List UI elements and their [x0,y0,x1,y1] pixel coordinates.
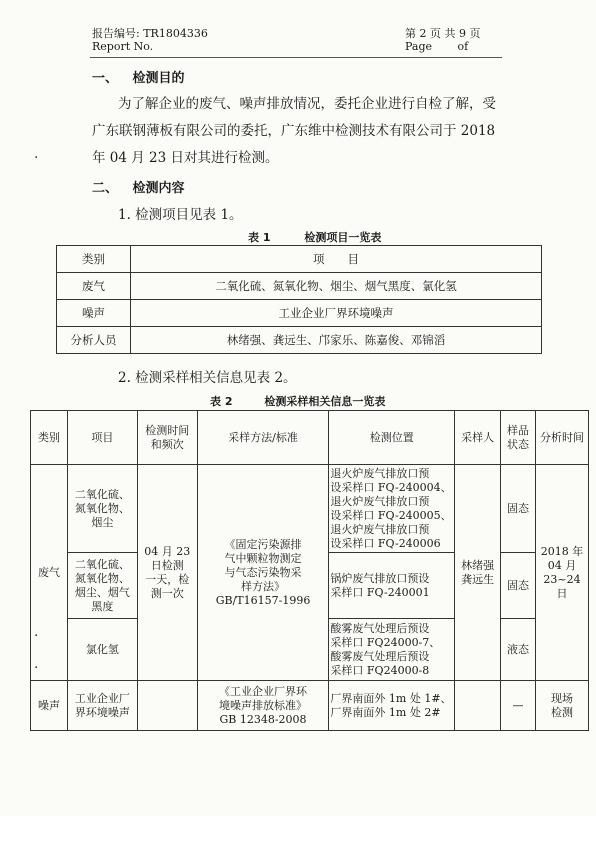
table-1 [56,245,542,354]
cell-line: 现场 [551,691,573,705]
of-label-en: of [457,40,469,53]
cell-line: 检测 [551,705,573,719]
table-header-cell: 分析时间 [536,411,589,465]
report-number-cn: 报告编号: TR1804336 [92,27,208,40]
table-header-cell: 项 目 [131,246,542,273]
purpose-line-2: 广东联钢薄板有限公司的委托，广东维中检测技术有限公司于 2018 [92,123,496,139]
table-row [57,300,542,327]
category-cell-noise: 噪声 [31,681,68,731]
table-cell: 噪声 [57,300,131,327]
cell-line: 锅炉废气排放口预设 [330,571,430,585]
cell-line: 采样口 FQ24000-8 [330,663,430,677]
cell-line: 气中颗粒物测定 [224,551,302,565]
table-cell: 固态 [501,465,536,553]
section-2-heading [92,177,185,196]
page-bottom-margin [0,816,596,842]
table-cell [67,553,137,619]
table-cell [329,681,455,731]
table-2-caption [210,393,385,409]
table-row [31,681,589,731]
table-cell: 二氧化硫、氮氧化物、烟尘、烟气黑度、氯化氢 [131,273,542,300]
table-header-cell: 类别 [31,411,68,465]
header-time-line: 检测时间 [145,423,190,437]
table-cell: 工业企业厂界环境噪声 [131,300,542,327]
purpose-line-1: 为了解企业的废气、噪声排放情况，委托企业进行自检了解，受 [118,96,496,112]
cell-line: 烟尘 [91,515,114,529]
table-cell [455,681,501,731]
cell-line: 龚远生 [461,572,495,586]
table-cell: 液态 [501,619,536,681]
cell-line: 2018 年 [540,544,584,558]
cell-line: 酸雾废气处理后预设 [330,621,430,635]
cell-line: 氮氧化物、 [74,571,130,585]
cell-line: 04 月 [547,558,577,572]
table-cell: 废气 [57,273,131,300]
table-2-title: 检测采样相关信息一览表 [264,395,386,408]
cell-line: 设采样口 FQ-240005、 [330,508,452,522]
table-header-cell: 项目 [67,411,137,465]
table-row [57,246,542,273]
report-number-en: Report No. [92,40,154,53]
table-cell [329,465,455,553]
cell-line: 工业企业厂 [74,691,130,705]
table-cell: 林绪强、龚远生、邝家乐、陈嘉俊、邓锦滔 [131,327,542,354]
punch-mark: · [34,660,39,676]
table-cell [536,681,589,731]
table-cell: — [501,681,536,731]
cell-line: 酸雾废气处理后预设 [330,649,430,663]
cell-line: 日检测 [150,558,184,572]
table-2-number: 表 2 [210,395,233,408]
punch-mark: · [34,150,39,166]
header-state-line: 状态 [507,437,530,451]
header-time-line: 和频次 [150,437,184,451]
cell-line: 采样口 FQ24000-7、 [330,635,441,649]
cell-line: 采样口 FQ-240001 [330,585,430,599]
table-row [31,465,589,553]
cell-line: 氮氧化物、 [74,501,130,515]
page-number-cn: 第 2 页 共 9 页 [405,27,481,40]
table-cell [67,681,137,731]
section-2-number: 二、 [92,181,119,196]
table-cell [137,465,197,681]
table-cell [197,681,329,731]
table-header-cell: 类别 [57,246,131,273]
table-cell [455,465,501,681]
table-header-cell: 检测位置 [329,411,455,465]
section-1-title: 检测目的 [132,71,185,86]
cell-line: 烟尘、烟气 [74,585,130,599]
table-header-cell [137,411,197,465]
table-cell: 固态 [501,553,536,619]
cell-line: 测一次 [150,586,184,600]
cell-line: 退火炉废气排放口预 [330,466,430,480]
section-1-number: 一、 [92,71,119,86]
cell-line: 23~24 日 [543,572,581,600]
header-state-line: 样品 [507,423,530,437]
page-number-en [405,40,480,53]
cell-line: 设采样口 FQ-240004、 [330,480,452,494]
cell-line: 黑度 [91,599,114,613]
cell-line: 退火炉废气排放口预 [330,522,430,536]
table-cell: 分析人员 [57,327,131,354]
cell-line: 04 月 23 [144,544,191,558]
page-number [405,27,480,53]
table-cell [197,465,329,681]
cell-line: 一天，检 [145,572,190,586]
header-divider [90,57,502,58]
cell-line: GB/T16157-1996 [215,593,311,607]
page-label-en: Page [405,40,433,53]
cell-line: 《固定污染源排 [224,537,302,551]
table-cell [536,465,589,681]
table-row [31,411,589,465]
item-2-text: 2. 检测采样相关信息见表 2。 [118,370,297,386]
table-header-cell: 采样方法/标准 [197,411,329,465]
cell-line: 设采样口 FQ-240006 [330,536,441,550]
purpose-line-3: 年 04 月 23 日对其进行检测。 [92,150,279,166]
table-cell [137,681,197,731]
punch-mark: · [34,628,39,644]
report-number [92,27,208,53]
table-header-cell [501,411,536,465]
item-1-text: 1. 检测项目见表 1。 [118,207,243,223]
category-cell-gas: 废气 [31,465,68,681]
cell-line: 界环境噪声 [74,705,130,719]
table-1-caption [248,229,381,245]
cell-line: 退火炉废气排放口预 [330,494,430,508]
table-header-cell: 采样人 [455,411,501,465]
cell-line: 二氧化硫、 [74,487,130,501]
table-cell: 氯化氢 [67,619,137,681]
table-2 [30,410,589,731]
cell-line: 样方法》 [241,579,286,593]
cell-line: 厂界南面外 1m 处 2# [330,705,441,719]
cell-line: 二氧化硫、 [74,557,130,571]
cell-line: 厂界南面外 1m 处 1#、 [330,691,452,705]
cell-line: GB 12348-2008 [219,712,307,726]
cell-line: 境噪声排放标准》 [219,698,308,712]
cell-line: 与气态污染物采 [224,565,302,579]
cell-line: 林绪强 [461,558,495,572]
section-1-heading [92,67,185,86]
section-2-title: 检测内容 [132,181,185,196]
table-cell [67,465,137,553]
table-row [57,327,542,354]
table-1-number: 表 1 [248,231,271,244]
table-cell [329,619,455,681]
cell-line: 《工业企业厂界环 [219,684,308,698]
table-1-title: 检测项目一览表 [304,231,382,244]
table-cell [329,553,455,619]
table-row [57,273,542,300]
